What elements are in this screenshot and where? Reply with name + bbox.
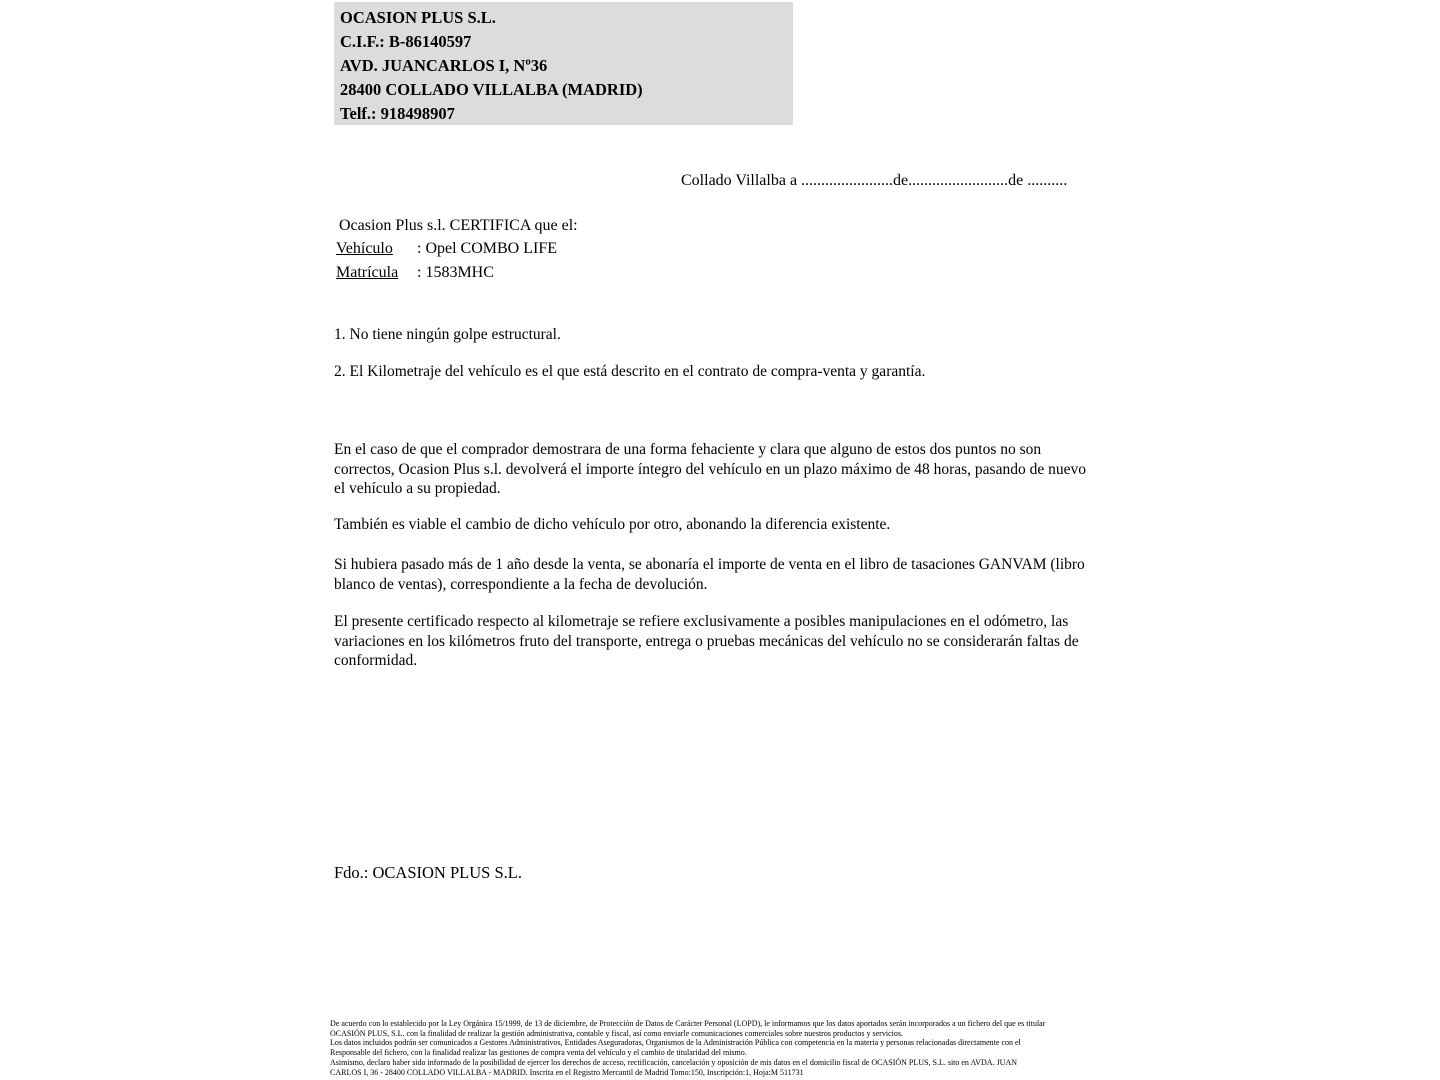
company-address: AVD. JUANCARLOS I, Nº36 — [340, 56, 548, 75]
date-line: Collado Villalba a .......................de.........................de .......... — [681, 172, 1068, 189]
paragraph-ganvam: Si hubiera pasado más de 1 año desde la venta, se abonaría el importe de venta en el libro de tasaciones GANVAM (libro blanco de ventas), correspondiente a la fecha de devolución. — [334, 556, 1085, 593]
footer-legal — [330, 1019, 1120, 1077]
plate-value: : 1583MHC — [417, 264, 494, 281]
certify-intro: Ocasion Plus s.l. CERTIFICA que el: — [339, 217, 578, 234]
footer-line: Los datos incluidos podrán ser comunicados a Gestores Administrativos, Entidades Aseguradoras, Organismos de la Administración Pública con competencia en la materia y personas relacionadas directamente con el — [330, 1038, 1021, 1048]
footer-line: Asimismo, declaro haber sido informado de la posibilidad de ejercer los derechos de acceso, rectificación, cancelación y oposición de mis datos en el domicilio fiscal de OCASIÓN PLUS, S.L. sito en AVDA. JUAN — [330, 1057, 1018, 1067]
footer-line: OCASIÓN PLUS, S.L. con la finalidad de realizar la gestión administrativa, contable y fiscal, así como enviarle comunicaciones comerciales sobre nuestros productos y servicios. — [330, 1028, 903, 1038]
company-header-box — [334, 2, 793, 125]
company-cif: C.I.F.: B-86140597 — [340, 32, 472, 51]
paragraph-odometer: El presente certificado respecto al kilometraje se refiere exclusivamente a posibles manipulaciones en el odómetro, las variaciones en los kilómetros fruto del transporte, entrega o pruebas mecánicas del vehículo no se considerarán faltas de conformidad. — [334, 613, 1079, 669]
footer-line: CARLOS I, 36 - 28400 COLLADO VILLALBA - MADRID. Inscrita en el Registro Mercantil de Madrid Tomo:150, Inscripción:1, Hoja:M 511731 — [330, 1067, 804, 1077]
vehicle-row — [336, 240, 557, 258]
plate-label: Matrícula — [336, 264, 399, 281]
paragraph-refund: En el caso de que el comprador demostrara de una forma fehaciente y clara que alguno de estos dos puntos no son correctos, Ocasion Plus s.l. devolverá el importe íntegro del vehículo en un plazo máximo de 48 horas, pasando de nuevo el vehículo a su propiedad. — [334, 441, 1086, 497]
point-2: 2. El Kilometraje del vehículo es el que está descrito en el contrato de compra-venta y garantía. — [334, 363, 926, 380]
paragraph-exchange: También es viable el cambio de dicho vehículo por otro, abonando la diferencia existente. — [334, 516, 891, 533]
company-phone: Telf.: 918498907 — [340, 104, 455, 123]
footer-line: De acuerdo con lo establecido por la Ley Orgánica 15/1999, de 13 de diciembre, de Protección de Datos de Carácter Personal (LOPD), le informamos que los datos aportados serán incorporados a un fichero del que es titular — [330, 1019, 1046, 1028]
vehicle-label: Vehículo — [336, 240, 393, 257]
plate-row — [336, 264, 494, 282]
company-name: OCASION PLUS S.L. — [340, 8, 496, 27]
company-city: 28400 COLLADO VILLALBA (MADRID) — [340, 80, 643, 99]
signature-line: Fdo.: OCASION PLUS S.L. — [334, 863, 522, 882]
vehicle-value: : Opel COMBO LIFE — [417, 240, 557, 257]
point-1: 1. No tiene ningún golpe estructural. — [334, 326, 561, 343]
footer-line: Responsable del fichero, con la finalidad realizar las gestiones de compra venta del vehículo y el cambio de titularidad del mismo. — [330, 1048, 747, 1058]
